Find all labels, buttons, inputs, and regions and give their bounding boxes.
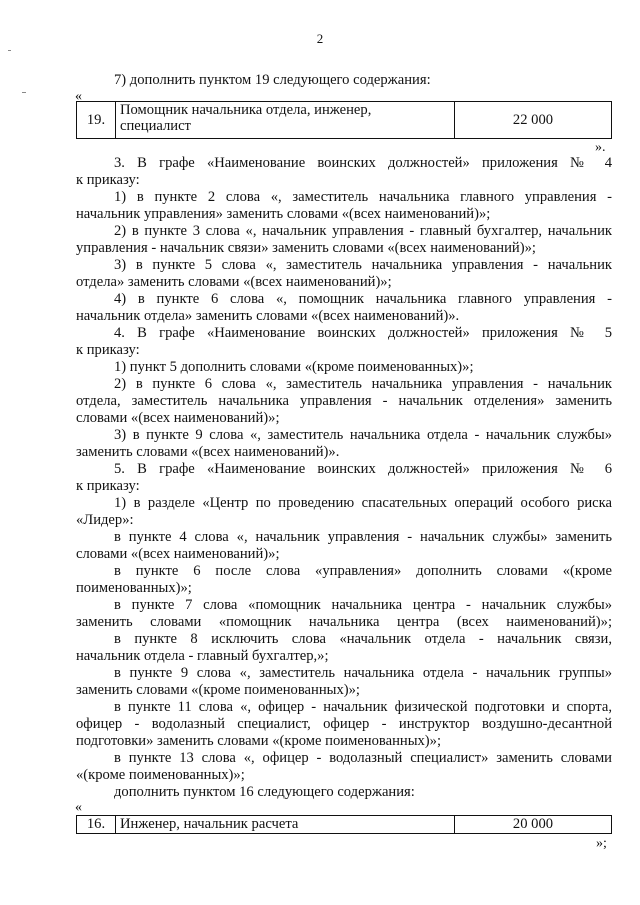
paragraph-line: 5. В графе «Наименование воинских должностей» приложения № 6 <box>114 461 612 477</box>
table-row-title <box>116 102 455 139</box>
paragraph-line: в пункте 8 исключить слова «начальник отдела - начальник связи, <box>114 631 612 647</box>
paragraph-line: к приказу: <box>76 172 140 188</box>
paragraph-line: управления - начальник связи» заменить словами «(всех наименований)»; <box>76 240 536 256</box>
table-position-16 <box>76 815 612 834</box>
paragraph-line: в пункте 7 слова «помощник начальника центра - начальник службы» <box>114 597 612 613</box>
close-quote: ». <box>595 140 606 155</box>
paragraph-line: словами «(всех наименований)»; <box>76 546 280 562</box>
table-row-title-line: специалист <box>120 118 191 134</box>
paragraph-line: подготовки» заменить словами «(кроме поименованных)»; <box>76 733 442 749</box>
paragraph-line: поименованных)»; <box>76 580 192 596</box>
paragraph-line: 1) в пункте 2 слова «, заместитель начальника главного управления - <box>114 189 612 205</box>
paragraph-line: отдела, заместитель начальника управления - начальник отделения» заменить <box>76 393 612 409</box>
scan-speck <box>22 92 26 93</box>
paragraph-line: 4) в пункте 6 слова «, помощник начальника главного управления - <box>114 291 612 307</box>
paragraph-line: отдела» заменить словами «(всех наименований)»; <box>76 274 392 290</box>
paragraph-line: начальник отдела - главный бухгалтер,»; <box>76 648 329 664</box>
paragraph-line: 1) пункт 5 дополнить словами «(кроме поименованных)»; <box>114 359 474 375</box>
paragraph-line: «Лидер»: <box>76 512 134 528</box>
open-quote: « <box>75 800 82 815</box>
paragraph-line: к приказу: <box>76 478 140 494</box>
paragraph-line: 2) в пункте 6 слова «, заместитель начальника управления - начальник <box>114 376 612 392</box>
open-quote: « <box>75 89 82 104</box>
paragraph-line: 1) в разделе «Центр по проведению спасательных операций особого риска <box>114 495 612 511</box>
table-row-number: 19. <box>77 102 116 139</box>
paragraph-line: словами «(всех наименований)»; <box>76 410 280 426</box>
paragraph-line: заменить словами «помощник начальника центра (всех наименований)»; <box>76 614 612 630</box>
table-row-title-line: Помощник начальника отдела, инженер, <box>120 102 372 118</box>
paragraph-line: начальник управления» заменить словами «(всех наименований)»; <box>76 206 491 222</box>
paragraph-line: в пункте 11 слова «, офицер - начальник физической подготовки и спорта, <box>114 699 612 715</box>
paragraph-line: начальник отдела» заменить словами «(всех наименований)». <box>76 308 460 324</box>
paragraph-line: 4. В графе «Наименование воинских должностей» приложения № 5 <box>114 325 612 341</box>
close-quote: »; <box>596 836 607 851</box>
paragraph-line: к приказу: <box>76 342 140 358</box>
table-row-amount: 22 000 <box>455 102 612 139</box>
table-position-19 <box>76 101 612 139</box>
paragraph-line: 2) в пункте 3 слова «, начальник управления - главный бухгалтер, начальник <box>114 223 612 239</box>
intro-paragraph: 7) дополнить пунктом 19 следующего содержания: <box>114 72 431 88</box>
paragraph-line: 3. В графе «Наименование воинских должностей» приложения № 4 <box>114 155 612 171</box>
paragraph-line: заменить словами «(кроме поименованных)»; <box>76 682 360 698</box>
paragraph-line: в пункте 13 слова «, офицер - водолазный специалист» заменить словами <box>114 750 612 766</box>
table-row-title: Инженер, начальник расчета <box>116 816 455 834</box>
paragraph-line: дополнить пунктом 16 следующего содержания: <box>114 784 415 800</box>
paragraph-line: 3) в пункте 9 слова «, заместитель начальника отдела - начальник службы» <box>114 427 612 443</box>
scan-speck <box>8 50 11 51</box>
paragraph-line: офицер - водолазный специалист, офицер - инструктор воздушно-десантной <box>76 716 612 732</box>
paragraph-line: в пункте 4 слова «, начальник управления - начальник службы» заменить <box>114 529 612 545</box>
paragraph-line: в пункте 9 слова «, заместитель начальника отдела - начальник группы» <box>114 665 612 681</box>
page-number: 2 <box>316 31 324 46</box>
table-row-amount: 20 000 <box>455 816 612 834</box>
paragraph-line: в пункте 6 после слова «управления» дополнить словами «(кроме <box>114 563 612 579</box>
paragraph-line: 3) в пункте 5 слова «, заместитель начальника управления - начальник <box>114 257 612 273</box>
paragraph-line: «(кроме поименованных)»; <box>76 767 245 783</box>
paragraph-line: заменить словами «(всех наименований)». <box>76 444 340 460</box>
table-row-number: 16. <box>77 816 116 834</box>
